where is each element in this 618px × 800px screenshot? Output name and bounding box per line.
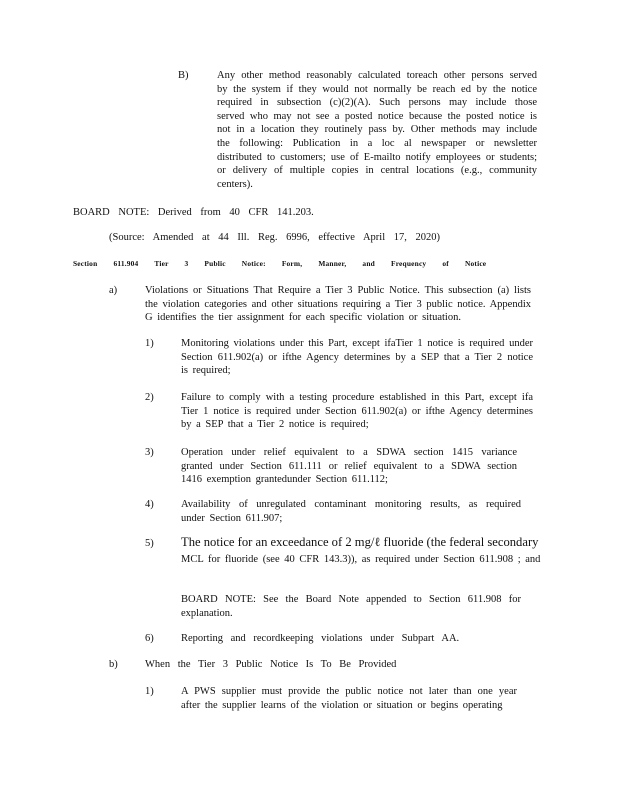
item-a5-text: MCL for fluoride (see 40 CFR 143.3)), as required under Section 611.908 ; and: [181, 554, 541, 565]
subsection-a-text: Violations or Situations That Require a Tier 3 Public Notice. This subsection (a) lists the violation categories and other situations requiring a Tier 3 public notice. Appendix G identifies the tier assignment for each specific violation or situation.: [145, 285, 531, 324]
board-note-derived: BOARD NOTE: Derived from 40 CFR 141.203.: [73, 207, 314, 218]
item-b1-label: 1): [145, 686, 154, 697]
item-a4-text: Availability of unregulated contaminant monitoring results, as required under Section 611.907;: [181, 499, 521, 524]
board-note-explanation: BOARD NOTE: See the Board Note appended to Section 611.908 for explanation.: [181, 594, 521, 619]
item-label-b-continued: B): [178, 70, 189, 81]
item-a2-label: 2): [145, 392, 154, 403]
item-a6-text: Reporting and recordkeeping violations under Subpart AA.: [181, 633, 460, 644]
item-a4-label: 4): [145, 499, 154, 510]
item-a5-first-line: The notice for an exceedance of 2 mg/ℓ fluoride (the federal secondary: [181, 535, 539, 549]
item-a5-label: 5): [145, 538, 154, 549]
section-heading: Section 611.904 Tier 3 Public Notice: Form, Manner, and Frequency of Notice: [73, 259, 487, 268]
subsection-b-text: When the Tier 3 Public Notice Is To Be Provided: [145, 659, 397, 670]
item-b-continued-text: Any other method reasonably calculated toreach other persons served by the system if they would not normally be reach ed by the notice required in subsection (c)(2)(A). Such persons may include those served who may not see a posted notice because the posted notice is not in a location they routinely pass by. Other methods may include the following: Publication in a loc al newspaper or newsletter distributed to customers; use of E-mailto notify employees or students; or delivery of multiple copies in central locations (e.g., community centers).: [217, 70, 537, 190]
item-b1-text: A PWS supplier must provide the public notice not later than one year after the supplier learns of the violation or situation or begins operating: [181, 686, 517, 711]
subsection-b-label: b): [109, 659, 118, 670]
item-a1-text: Monitoring violations under this Part, except ifaTier 1 notice is required under Section 611.902(a) or ifthe Agency determines by a SEP that a Tier 2 notice is required;: [181, 338, 533, 377]
item-a6-label: 6): [145, 633, 154, 644]
item-a3-text: Operation under relief equivalent to a SDWA section 1415 variance granted under Section 611.111 or relief equivalent to a SDWA section 1416 exemption grantedunder Section 611.112;: [181, 447, 517, 486]
item-a2-text: Failure to comply with a testing procedure established in this Part, except ifa Tier 1 notice is required under Section 611.902(a) or ifthe Agency determines by a SEP that a Tier 2 notice is required;: [181, 392, 533, 431]
item-a1-label: 1): [145, 338, 154, 349]
item-a3-label: 3): [145, 447, 154, 458]
subsection-a-label: a): [109, 285, 118, 296]
source-note: (Source: Amended at 44 Ill. Reg. 6996, effective April 17, 2020): [109, 232, 440, 243]
